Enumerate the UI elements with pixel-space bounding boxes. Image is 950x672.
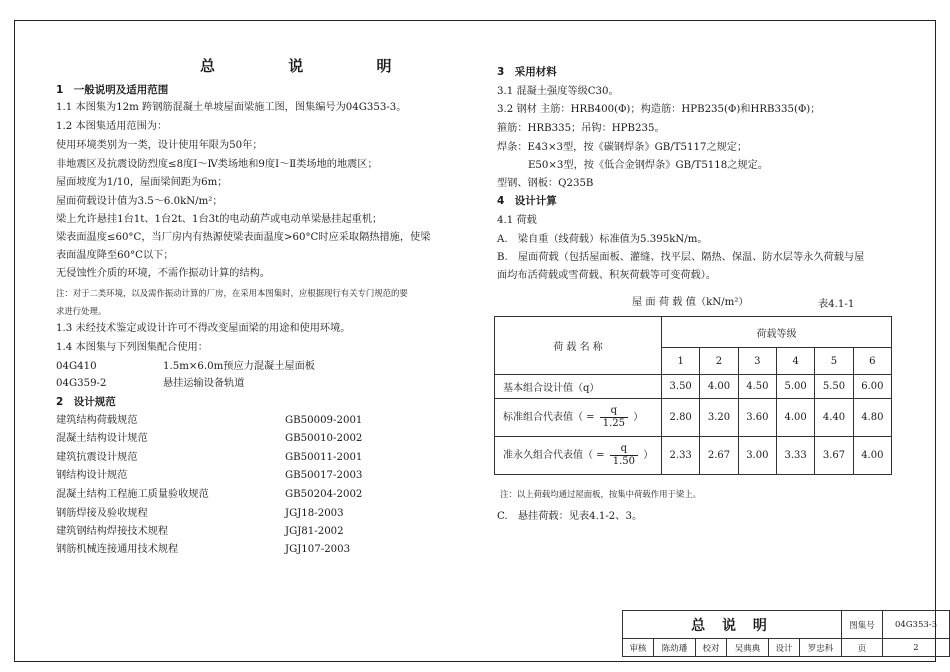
value-cell: 4.80 bbox=[853, 399, 891, 437]
scope-line-3: 屋面坡度为1/10，屋面梁间距为6m； bbox=[56, 177, 228, 188]
scope-line-5: 梁上允许悬挂1台1t、1台2t、1台3t的电动葫芦或电动单梁悬挂起重机； bbox=[56, 214, 383, 225]
scope-line-7: 表面温度降至60°C以下； bbox=[56, 250, 174, 261]
role-checker-name: 吴典典 bbox=[726, 639, 768, 657]
page-label: 页 bbox=[842, 639, 883, 657]
value-cell: 3.20 bbox=[700, 399, 738, 437]
fraction bbox=[600, 405, 628, 430]
fraction bbox=[610, 443, 638, 468]
value-cell: 4.50 bbox=[738, 375, 776, 399]
role-designer-label: 设计 bbox=[768, 639, 799, 657]
value-cell: 4.00 bbox=[853, 437, 891, 475]
table-number: 表4.1-1 bbox=[818, 299, 855, 310]
fraction-numerator: q bbox=[610, 443, 638, 456]
roof-load-table bbox=[494, 316, 892, 475]
code-name: 建筑结构荷载规范 bbox=[56, 415, 138, 426]
code-name: 建筑钢结构焊接技术规程 bbox=[56, 526, 169, 537]
section-4-heading: 4 设计计算 bbox=[497, 195, 557, 207]
role-reviewer-name: 陈幼璠 bbox=[654, 639, 696, 657]
grade-cell: 5 bbox=[815, 348, 853, 375]
atlas-code: 04G359-2 bbox=[56, 378, 107, 389]
value-cell: 3.00 bbox=[738, 437, 776, 475]
table-row bbox=[495, 375, 892, 399]
table-note: 注：以上荷载均通过屋面板，按集中荷载作用于梁上。 bbox=[500, 489, 701, 499]
page-number: 2 bbox=[883, 639, 950, 657]
scope-line-8: 无侵蚀性介质的环境，不需作振动计算的结构。 bbox=[56, 268, 270, 279]
code-name: 钢结构设计规范 bbox=[56, 470, 128, 481]
value-cell: 3.33 bbox=[776, 437, 814, 475]
value-cell: 4.00 bbox=[776, 399, 814, 437]
page-title: 总 说 明 bbox=[200, 57, 426, 75]
note-1-line-b: 求进行处理。 bbox=[56, 306, 107, 316]
fraction-denominator: 1.50 bbox=[612, 456, 636, 467]
para-1-4: 1.4 本图集与下列图集配合使用： bbox=[56, 342, 208, 353]
grade-cell: 6 bbox=[853, 348, 891, 375]
header-load-name: 荷 载 名 称 bbox=[495, 317, 662, 375]
section-1-heading: 1 一般说明及适用范围 bbox=[56, 84, 169, 96]
table-row bbox=[495, 437, 892, 475]
material-5: E50×3型，按《低合金钢焊条》GB/T5118之规定。 bbox=[528, 160, 769, 171]
code-name: 钢筋焊接及验收规程 bbox=[56, 508, 148, 519]
para-1-2: 1.2 本图集适用范围为： bbox=[56, 121, 168, 132]
value-cell: 2.80 bbox=[662, 399, 700, 437]
atlas-number: 04G353-3 bbox=[883, 611, 950, 639]
value-cell: 4.40 bbox=[815, 399, 853, 437]
section-3-heading: 3 采用材料 bbox=[497, 66, 557, 78]
material-3: 箍筋：HRB335；吊钩：HPB235。 bbox=[497, 123, 665, 134]
code-number: JGJ18-2003 bbox=[285, 508, 344, 519]
scope-line-4: 屋面荷载设计值为3.5～6.0kN/m²； bbox=[56, 196, 223, 207]
material-4: 焊条：E43×3型，按《碳钢焊条》GB/T5117之规定； bbox=[497, 142, 748, 153]
table-row bbox=[495, 399, 892, 437]
row-label-close: ） bbox=[643, 450, 654, 461]
grade-cell: 2 bbox=[700, 348, 738, 375]
row-label bbox=[495, 399, 662, 437]
fraction-numerator: q bbox=[600, 405, 628, 418]
row-label-close: ） bbox=[633, 412, 644, 423]
value-cell: 2.67 bbox=[700, 437, 738, 475]
code-name: 钢筋机械连接通用技术规程 bbox=[56, 544, 179, 555]
material-1: 3.1 混凝土强度等级C30。 bbox=[497, 86, 619, 97]
grade-cell: 4 bbox=[776, 348, 814, 375]
row-label: 基本组合设计值（q） bbox=[495, 375, 662, 399]
role-designer-name: 罗忠科 bbox=[799, 639, 841, 657]
material-2: 3.2 钢材 主筋：HRB400(Φ)；构造筋：HPB235(Φ)和HRB335(Φ)； bbox=[497, 104, 821, 115]
atlas-number-label: 图集号 bbox=[842, 611, 883, 639]
value-cell: 3.67 bbox=[815, 437, 853, 475]
header-load-grade: 荷载等级 bbox=[662, 317, 892, 348]
para-1-1: 1.1 本图集为12m 跨钢筋混凝土单坡屋面梁施工图，图集编号为04G353-3。 bbox=[56, 102, 407, 113]
section-2-heading: 2 设计规范 bbox=[56, 396, 116, 408]
value-cell: 2.33 bbox=[662, 437, 700, 475]
scope-line-6: 梁表面温度≤60°C，当厂房内有热源使梁表面温度>60°C时应采取隔热措施，使梁 bbox=[56, 232, 431, 243]
scope-line-2: 非地震区及抗震设防烈度≤8度Ⅰ～Ⅳ类场地和9度Ⅰ～Ⅱ类场地的地震区； bbox=[56, 159, 378, 170]
code-number: JGJ107-2003 bbox=[285, 544, 351, 555]
code-number: GB50011-2001 bbox=[285, 452, 363, 463]
value-cell: 5.00 bbox=[776, 375, 814, 399]
fraction-denominator: 1.25 bbox=[602, 418, 626, 429]
calc-c: C. 悬挂荷载：见表4.1-2、3。 bbox=[497, 511, 643, 522]
atlas-name: 1.5m×6.0m预应力混凝土屋面板 bbox=[163, 361, 315, 372]
calc-b-line-1: B. 屋面荷载（包括屋面板、灌缝、找平层、隔热、保温、防水层等永久荷载与屋 bbox=[497, 252, 865, 263]
value-cell: 5.50 bbox=[815, 375, 853, 399]
title-block-title: 总 说 明 bbox=[623, 611, 842, 639]
atlas-code: 04G410 bbox=[56, 361, 97, 372]
row-label bbox=[495, 437, 662, 475]
role-reviewer-label: 审核 bbox=[623, 639, 654, 657]
value-cell: 3.60 bbox=[738, 399, 776, 437]
title-block bbox=[622, 610, 950, 657]
scope-line-1: 使用环境类别为一类，设计使用年限为50年； bbox=[56, 140, 263, 151]
grade-cell: 3 bbox=[738, 348, 776, 375]
calc-a: A. 梁自重（线荷载）标准值为5.395kN/m。 bbox=[497, 234, 708, 245]
grade-cell: 1 bbox=[662, 348, 700, 375]
code-number: GB50017-2003 bbox=[285, 470, 363, 481]
row-label-text: 标准组合代表值（ = bbox=[503, 412, 595, 423]
code-name: 混凝土结构设计规范 bbox=[56, 433, 148, 444]
code-name: 建筑抗震设计规范 bbox=[56, 452, 138, 463]
atlas-name: 悬挂运输设备轨道 bbox=[163, 378, 245, 389]
note-1-line-a: 注：对于二类环境，以及需作振动计算的厂房，在采用本图集时，应根据现行有关专门规范的要 bbox=[56, 288, 408, 298]
material-6: 型钢、钢板：Q235B bbox=[497, 178, 594, 189]
calc-b-line-2: 面均布活荷载或雪荷载、积灰荷载等可变荷载）。 bbox=[497, 270, 717, 281]
para-1-3: 1.3 未经技术鉴定或设计许可不得改变屋面梁的用途和使用环境。 bbox=[56, 323, 351, 334]
code-number: GB50009-2001 bbox=[285, 415, 363, 426]
value-cell: 4.00 bbox=[700, 375, 738, 399]
value-cell: 3.50 bbox=[662, 375, 700, 399]
code-number: JGJ81-2002 bbox=[285, 526, 344, 537]
role-checker-label: 校对 bbox=[695, 639, 726, 657]
table-caption: 屋 面 荷 载 值（kN/m²） bbox=[632, 297, 749, 308]
code-number: GB50010-2002 bbox=[285, 433, 363, 444]
row-label-text: 准永久组合代表值（ = bbox=[503, 450, 605, 461]
code-number: GB50204-2002 bbox=[285, 489, 363, 500]
code-name: 混凝土结构工程施工质量验收规范 bbox=[56, 489, 209, 500]
calc-4-1: 4.1 荷载 bbox=[497, 215, 537, 226]
value-cell: 6.00 bbox=[853, 375, 891, 399]
